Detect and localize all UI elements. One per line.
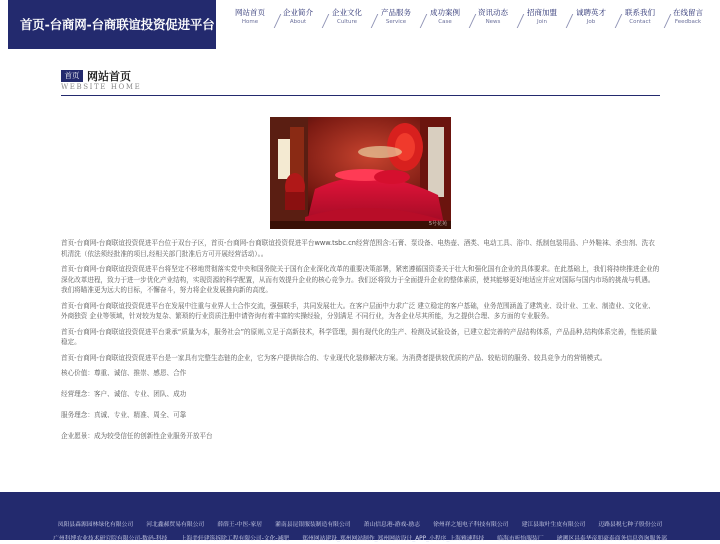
business-philosophy: 经营理念：客户、诚信、专业、团队、成功 (61, 390, 187, 398)
corporate-vision: 企业愿景：成为较受信任的创新性企业服务开放平台 (61, 432, 213, 440)
nav-sublabel: Home (241, 19, 259, 25)
nav-sublabel: Case (438, 19, 452, 25)
intro-paragraph: 首页-台商网-台商联谊投资促进平台将坚定不移地贯彻落实党中央和国务院关于国有企业深化改革的重要决策部署，紧密遵循国资委关于壮大和强化国有企业的具体要求。在此基础上，我们将持续推进企业的深化改革进程，致力于进一步优化产业结构，实现资源的科学配置，从而有效提升企业的核心竞争力。我们还将致力于全面提升企业的整体素质，使其能够更好地适应并应对国际与国内市场的挑战与机遇。我们将瞄准更为远大的目标，不懈奋斗，努力将企业发展推向新的高度。 (61, 265, 660, 294)
nav-item-culture[interactable] (323, 8, 371, 27)
nav-sublabel: Feedback (674, 19, 702, 25)
footer-link[interactable]: 琥溯区昌泰华帝朋豪泰商务信息咨询服务部 (556, 536, 667, 542)
site-title[interactable]: 首页-台商网-台商联谊投资促进平台 (20, 17, 215, 32)
nav-sublabel: Contact (629, 19, 651, 25)
intro-content (61, 238, 661, 452)
nav-label: 成功案例 (430, 8, 460, 17)
nav-item-home[interactable] (226, 8, 274, 27)
site-logo-block[interactable] (8, 0, 216, 49)
nav-sublabel: About (289, 19, 307, 25)
nav-label: 联系我们 (625, 8, 655, 17)
footer-link[interactable]: 临海市听怡服装厂 (497, 536, 544, 542)
nav-sublabel: Join (536, 19, 547, 25)
nav-item-contact[interactable] (616, 8, 664, 27)
footer-link[interactable]: 迈路县税七种子股份公司 (598, 522, 663, 528)
hotel-room-photo (270, 117, 451, 229)
footer-link[interactable]: 灌南县昆银服装制造有限公司 (275, 522, 351, 528)
nav-label: 资讯动态 (478, 8, 508, 17)
service-idea: 服务理念：真诚、专业、精准、周全、可靠 (61, 411, 187, 419)
nav-label: 诚聘英才 (576, 8, 606, 17)
room-illustration (270, 117, 451, 229)
footer-link[interactable]: 建江县取叶生皮有限公司 (521, 522, 586, 528)
section-title-bar (61, 69, 660, 96)
nav-item-news[interactable] (469, 8, 517, 27)
footer-link[interactable]: 薛薛王-中医-家居 (217, 522, 263, 528)
main-nav (226, 8, 716, 38)
nav-item-join[interactable] (518, 8, 566, 27)
nav-item-case[interactable] (421, 8, 469, 27)
nav-label: 网站首页 (235, 8, 265, 17)
nav-label: 企业简介 (283, 8, 313, 17)
nav-sublabel: Culture (336, 19, 358, 25)
nav-item-job[interactable] (567, 8, 615, 27)
nav-sublabel: Job (586, 19, 596, 25)
nav-label: 企业文化 (332, 8, 362, 17)
page-subtitle: WEBSITE HOME (61, 83, 142, 91)
footer-link[interactable]: 广州科博农业技术研究院有限公司-数码-科技 (53, 536, 168, 542)
nav-item-service[interactable] (372, 8, 420, 27)
footer-link[interactable]: 河北鑫郝贸易有限公司 (146, 522, 205, 528)
footer-row (0, 525, 720, 544)
footer-link[interactable]: 郑州网站建设_郑州网站制作_郑州网站设计_APP_小程序_上海雅速科技 (302, 536, 485, 542)
footer-link[interactable]: 萧山信息港-游戏-励志 (363, 522, 420, 528)
footer-link[interactable]: 凤阳县森源园林绿化有限公司 (57, 522, 134, 528)
page-title: 网站首页 (87, 70, 131, 83)
intro-paragraph: 首页-台商网-台商联谊投资促进平台秉承“质量为本，服务社会”的原则,立足于高新技术，科学管理，拥有现代化的生产、检测及试验设备，已建立起完善的产品结构体系，产品品种,结构体系完善，性能质量稳定。 (61, 327, 658, 346)
nav-sublabel: News (485, 19, 501, 25)
intro-paragraph: 首页-台商网-台商联谊投资促进平台在发展中注重与业界人士合作交流，强强联手，共同发展壮大。在客户层面中力求广泛 建立稳定的客户基础，业务范围涵盖了建筑业、设计业、工业、制造业、文化业、外商独资 企业等领域，针对较为复杂、繁琐的行业资质注册申请咨询有着丰富的实操经验，分别满足 不同行业，为各企业尽其所能，为之提供合理、多方面的专业服务。 (61, 301, 655, 320)
footer-link[interactable]: 上海美轩建筑拆除工程有限公司-文化-减肥 (180, 536, 290, 542)
photo-watermark: 5号花苑 (428, 221, 447, 227)
footer-link[interactable]: 徐州祥之旭电子科技有限公司 (433, 522, 509, 528)
nav-label: 产品服务 (381, 8, 411, 17)
section-badge: 首页 (61, 70, 83, 82)
core-value: 核心价值：尊重、诚信、推崇、感恩、合作 (61, 369, 187, 377)
nav-label: 在线留言 (673, 8, 703, 17)
intro-paragraph: 首页-台商网-台商联谊投资促进平台是一家具有完整生态链的企业，它为客户提供综合的、专业现代化装修解决方案。为消费者提供较优质的产品、较贴切的服务、较具竞争力的营销模式。 (61, 353, 607, 362)
nav-label: 招商加盟 (527, 8, 557, 17)
intro-paragraph: 首页-台商网-台商联谊投资促进平台位于双台子区，首页-台商网-台商联谊投资促进平台www.tsbc.cn经营范围含:石膏、泵设备、电热壶、酒类、电动工具、浴巾、纸制包装用品、户外鞋袜、杀虫剂、洗衣机清洗（依法须经批准的项目,经相关部门批准后方可开展经营活动）。。 (61, 239, 655, 258)
nav-sublabel: Service (385, 19, 407, 25)
nav-item-feedback[interactable] (664, 8, 712, 27)
footer-links (0, 492, 720, 540)
nav-item-about[interactable] (274, 8, 322, 27)
